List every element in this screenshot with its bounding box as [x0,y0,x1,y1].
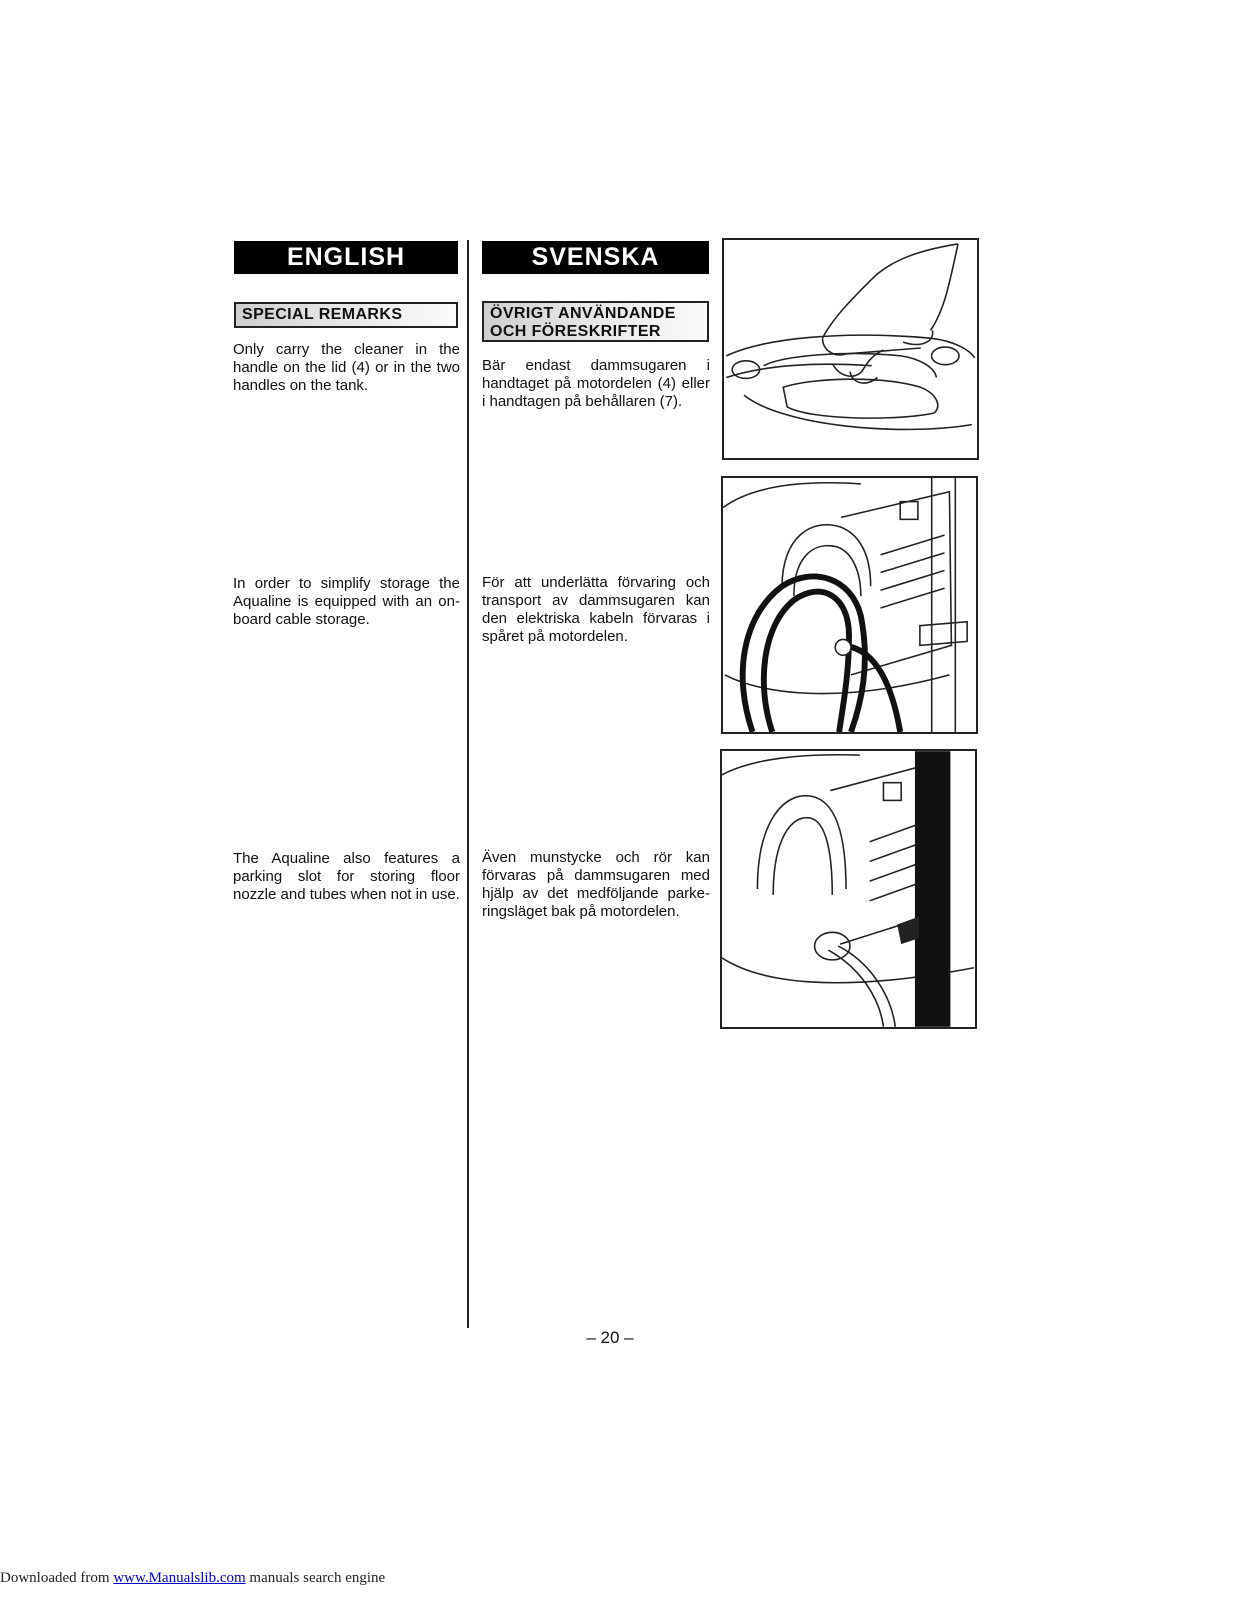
svenska-cable-storage-paragraph: För att underlätta förvaring och transport av dammsugaren kan den elektriska kabeln förvaras i spåret på motordelen. [482,574,710,645]
english-header: ENGLISH [234,241,458,274]
ovrigt-title-line2: OCH FÖRESKRIFTER [490,323,661,340]
footer-prefix: Downloaded from [0,1570,114,1586]
parking-slot-drawing [722,751,975,1027]
ovrigt-title-line1: ÖVRIGT ANVÄNDANDE [490,305,676,322]
footer-suffix: manuals search engine [245,1570,386,1586]
cable-storage-illustration [721,476,978,734]
carry-handle-illustration [722,238,979,460]
parking-slot-illustration [720,749,977,1029]
manualslib-link[interactable]: www.Manualslib.com [113,1570,246,1586]
svenska-parking-slot-paragraph: Även munstycke och rör kan förvaras på dammsugaren med hjälp av det medföljande parke-ringsläget bak på motordelen. [482,849,710,920]
column-divider [467,240,469,1328]
ovrigt-anvandande-title [482,301,709,342]
download-footer [0,1570,385,1587]
cable-storage-drawing [723,478,976,732]
english-carry-paragraph: Only carry the cleaner in the handle on the lid (4) or in the two handles on the tank. [233,341,460,394]
svenska-carry-paragraph: Bär endast dammsugaren i handtaget på motordelen (4) eller i handtagen på behållaren (7). [482,357,710,410]
hand-on-handle-drawing [724,240,977,458]
svenska-header: SVENSKA [482,241,709,274]
page-number: – 20 – [586,1328,634,1347]
special-remarks-title: SPECIAL REMARKS [234,302,458,328]
english-parking-slot-paragraph: The Aqualine also features a parking slot for storing floor nozzle and tubes when not in use. [233,850,460,903]
english-cable-storage-paragraph: In order to simplify storage the Aqualine is equipped with an on-board cable storage. [233,575,460,628]
